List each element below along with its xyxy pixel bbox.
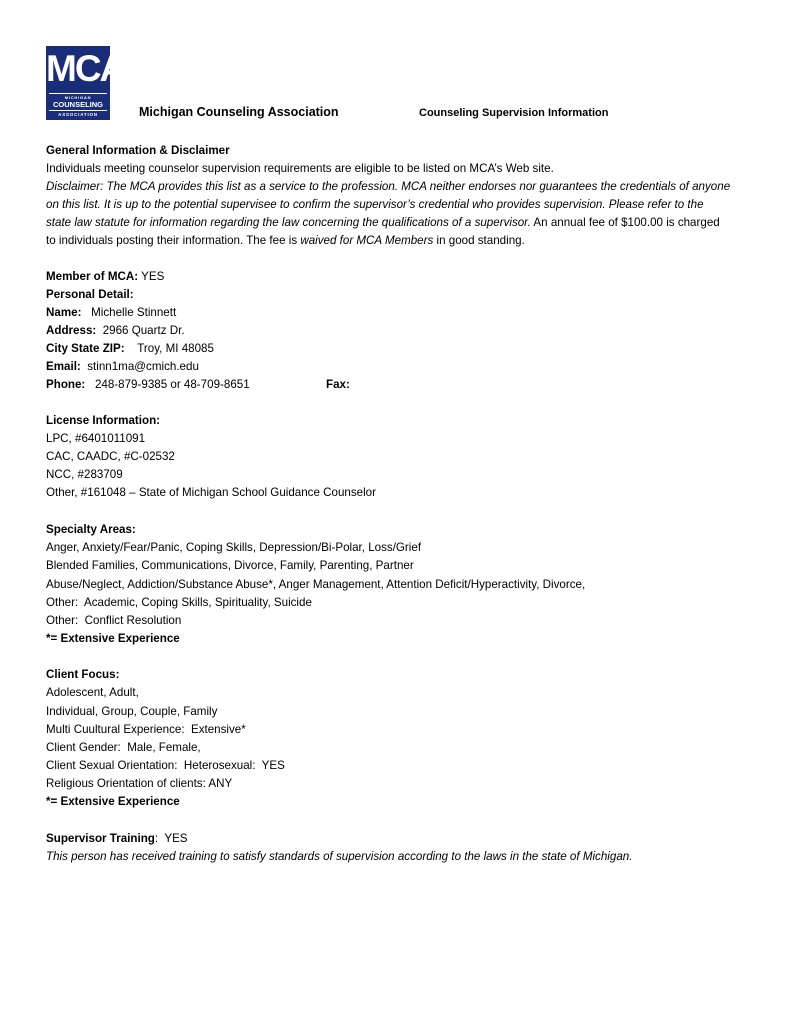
city-label: City State ZIP: bbox=[46, 342, 125, 355]
city-row bbox=[46, 340, 214, 358]
training-statement: This person has received training to satisfy standards of supervision according to the laws in the state of Michigan. bbox=[46, 850, 633, 863]
disclaimer-line-1: Disclaimer: The MCA provides this list as a service to the profession. MCA neither endorses nor guarantees the credentials of anyone bbox=[46, 180, 731, 193]
specialty-item: Anger, Anxiety/Fear/Panic, Coping Skills, Depression/Bi-Polar, Loss/Grief bbox=[46, 541, 422, 554]
client-item: Multi Cuultural Experience: Extensive* bbox=[46, 723, 246, 736]
fee-line-3: An annual fee of $100.00 is charged bbox=[530, 216, 720, 229]
specialty-item: Blended Families, Communications, Divorce, Family, Parenting, Partner bbox=[46, 559, 414, 572]
fee-text-c: in good standing. bbox=[433, 234, 525, 247]
license-item: LPC, #6401011091 bbox=[46, 432, 146, 445]
member-row bbox=[46, 268, 164, 286]
logo-rule bbox=[49, 110, 107, 111]
logo-sub-michigan: MICHIGAN bbox=[64, 95, 92, 100]
specialty-note: *= Extensive Experience bbox=[46, 632, 180, 645]
phone-row bbox=[46, 376, 250, 394]
general-intro: Individuals meeting counselor supervision requirements are eligible to be listed on MCA’s Web site. bbox=[46, 162, 554, 175]
fee-text-a: to individuals posting their information. The fee is bbox=[46, 234, 301, 247]
personal-heading: Personal Detail: bbox=[46, 288, 134, 301]
name-value: Michelle Stinnett bbox=[81, 306, 177, 319]
member-value: YES bbox=[138, 270, 165, 283]
specialty-heading: Specialty Areas: bbox=[46, 523, 136, 536]
logo-sub-association: ASSOCIATION bbox=[58, 112, 98, 117]
phone-value: 248-879-9385 or 48-709-8651 bbox=[85, 378, 250, 391]
email-label: Email: bbox=[46, 360, 81, 373]
client-item: Adolescent, Adult, bbox=[46, 686, 139, 699]
member-label: Member of MCA: bbox=[46, 270, 139, 283]
general-heading: General Information & Disclaimer bbox=[46, 144, 230, 157]
client-item: Client Sexual Orientation: Heterosexual: YES bbox=[46, 759, 285, 772]
city-value: Troy, MI 48085 bbox=[124, 342, 214, 355]
disclaimer-line-3 bbox=[46, 214, 720, 232]
fax-label: Fax: bbox=[326, 378, 350, 391]
client-heading: Client Focus: bbox=[46, 668, 120, 681]
training-value: : YES bbox=[154, 832, 188, 845]
name-row bbox=[46, 304, 176, 322]
client-item: Individual, Group, Couple, Family bbox=[46, 705, 218, 718]
license-heading: License Information: bbox=[46, 414, 161, 427]
address-row bbox=[46, 322, 185, 340]
logo-rule bbox=[49, 93, 107, 94]
address-label: Address: bbox=[46, 324, 97, 337]
license-item: CAC, CAADC, #C-02532 bbox=[46, 450, 175, 463]
disclaimer-line-2: on this list. It is up to the potential supervisee to confirm the supervisor’s credential who provides supervision. Please refer to the bbox=[46, 198, 704, 211]
specialty-item: Other: Conflict Resolution bbox=[46, 614, 182, 627]
mca-logo bbox=[46, 46, 125, 120]
license-item: Other, #161048 – State of Michigan School Guidance Counselor bbox=[46, 486, 376, 499]
logo-letters: MCA bbox=[46, 48, 125, 89]
document-title: Counseling Supervision Information bbox=[419, 107, 609, 119]
name-label: Name: bbox=[46, 306, 82, 319]
client-item: Client Gender: Male, Female, bbox=[46, 741, 201, 754]
address-value: 2966 Quartz Dr. bbox=[96, 324, 185, 337]
organization-name: Michigan Counseling Association bbox=[139, 105, 339, 119]
license-item: NCC, #283709 bbox=[46, 468, 123, 481]
specialty-item: Abuse/Neglect, Addiction/Substance Abuse*, Anger Management, Attention Deficit/Hyperactivity, Divorce, bbox=[46, 578, 586, 591]
client-note: *= Extensive Experience bbox=[46, 795, 180, 808]
fee-line-4 bbox=[46, 232, 525, 250]
disclaimer-line-3-italic: state law statute for information regarding the law concerning the qualifications of a supervisor. bbox=[46, 216, 531, 229]
logo-sub-counseling: COUNSELING bbox=[52, 100, 103, 109]
specialty-item: Other: Academic, Coping Skills, Spirituality, Suicide bbox=[46, 596, 312, 609]
training-label: Supervisor Training bbox=[46, 832, 155, 845]
email-value: stinn1ma@cmich.edu bbox=[80, 360, 199, 373]
phone-label: Phone: bbox=[46, 378, 86, 391]
training-row bbox=[46, 830, 188, 848]
client-item: Religious Orientation of clients: ANY bbox=[46, 777, 233, 790]
fee-waived: waived for MCA Members bbox=[300, 234, 434, 247]
email-row bbox=[46, 358, 199, 376]
